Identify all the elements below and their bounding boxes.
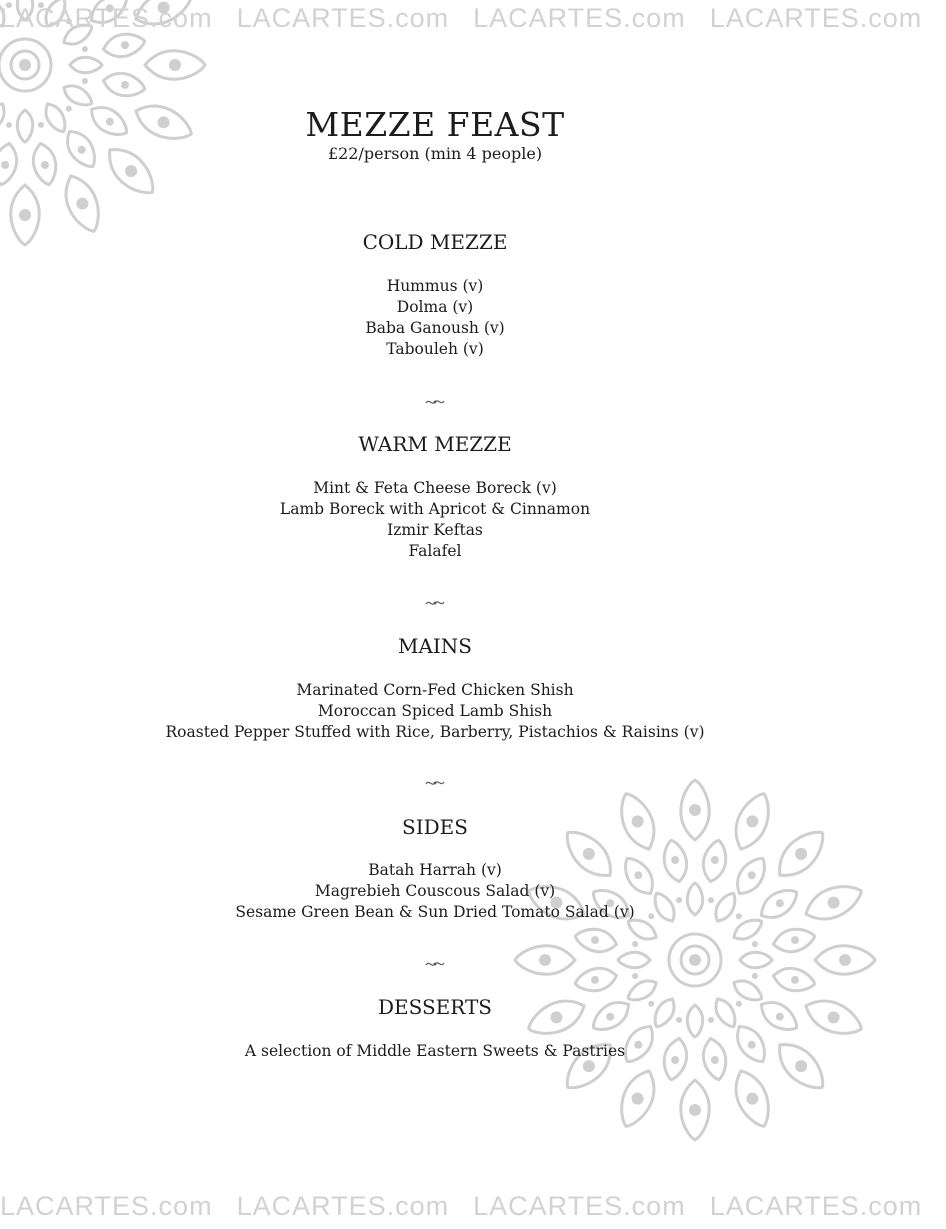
menu-item: Izmir Keftas [387,521,483,539]
flourish-icon [0,954,870,973]
section-items-sides [0,860,870,923]
flourish-icon [0,392,870,411]
menu-item: Lamb Boreck with Apricot & Cinnamon [279,500,591,518]
menu-item: Roasted Pepper Stuffed with Rice, Barberry, Pistachios & Raisins (v) [165,723,705,741]
section-items-cold-mezze [0,276,870,360]
flourish-icon [0,773,870,792]
watermark-text: LACARTES.com [473,1191,686,1221]
price-note: £22/person (min 4 people) [327,144,543,163]
menu-item: Falafel [408,542,462,560]
menu-item: Dolma (v) [396,298,474,316]
section-heading-warm-mezze: WARM MEZZE [358,432,512,456]
menu-item: Tabouleh (v) [386,340,484,358]
menu-item: Hummus (v) [386,277,484,295]
watermark-text: LACARTES.com [473,3,686,33]
section-heading-cold-mezze: COLD MEZZE [362,230,508,254]
watermark-text: LACARTES.com [236,1191,450,1221]
menu-item: Mint & Feta Cheese Boreck (v) [313,479,557,497]
watermark-top [0,3,923,33]
watermark-text: LACARTES.com [236,3,450,33]
watermark-text: LACARTES.com [0,3,213,33]
menu-item: Marinated Corn-Fed Chicken Shish [296,681,574,699]
flourish-icon [0,593,870,612]
menu-item: Batah Harrah (v) [368,861,502,879]
section-items-warm-mezze [0,478,870,562]
menu-item: Baba Ganoush (v) [365,319,505,337]
watermark-text: LACARTES.com [0,1191,213,1221]
watermark-text: LACARTES.com [709,1191,923,1221]
watermark-bottom [0,1191,923,1221]
section-items-mains [0,680,870,743]
menu-title: MEZZE FEAST [305,105,565,144]
section-heading-sides: SIDES [402,815,468,839]
menu-item: Moroccan Spiced Lamb Shish [317,702,553,720]
menu-item: Magrebieh Couscous Salad (v) [314,882,556,900]
menu-item: A selection of Middle Eastern Sweets & Pastries [244,1042,626,1060]
menu-item: Sesame Green Bean & Sun Dried Tomato Salad (v) [235,903,635,921]
section-items-desserts [0,1041,870,1062]
section-heading-mains: MAINS [397,634,473,658]
section-heading-desserts: DESSERTS [377,995,493,1019]
watermark-text: LACARTES.com [709,3,923,33]
